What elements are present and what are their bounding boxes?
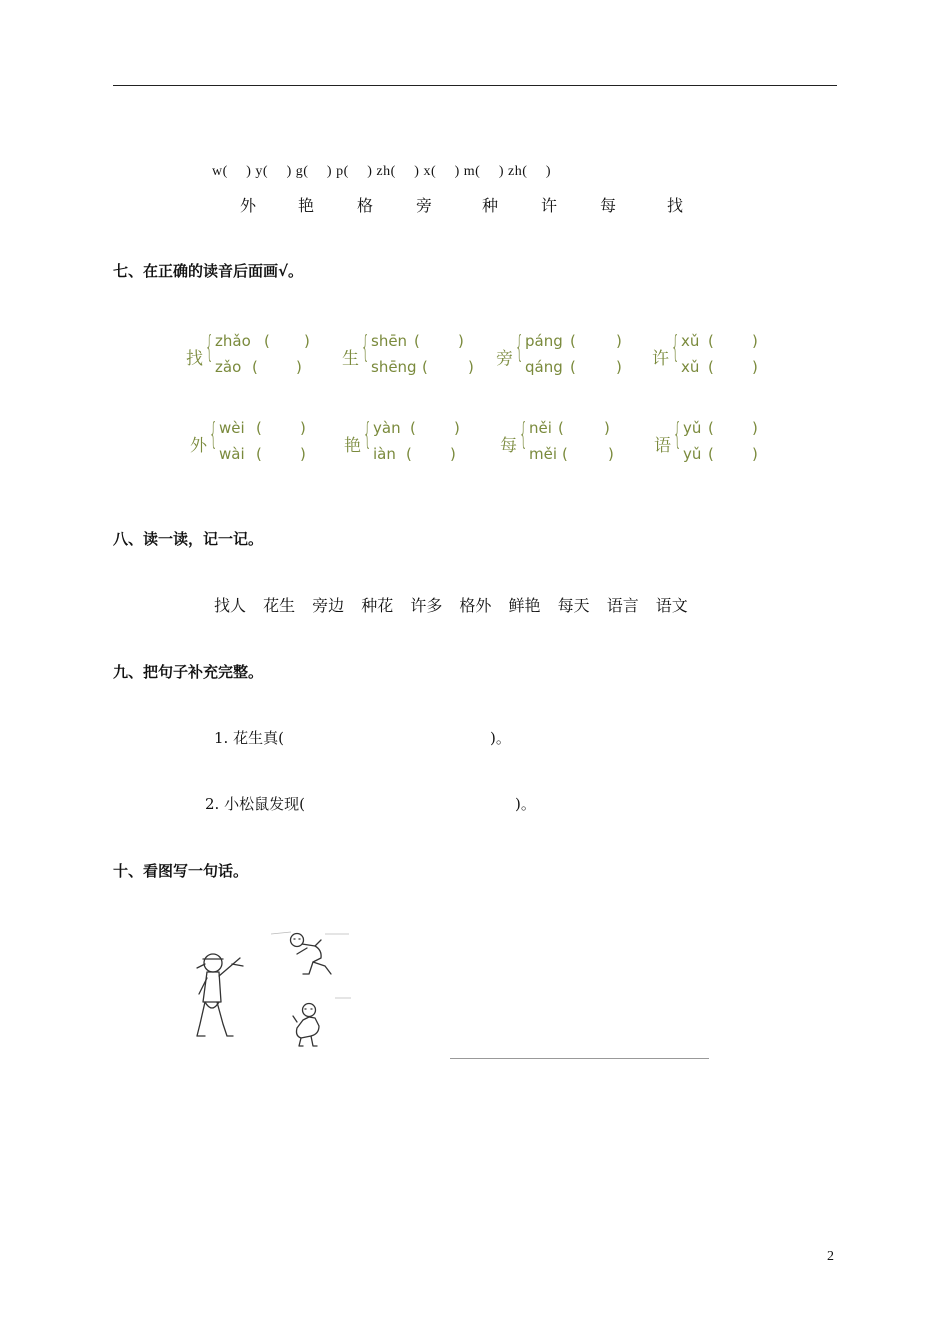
section10-heading: 十、看图写一句话。 [113,862,249,880]
char-7: 每 [600,196,617,215]
section9-heading: 九、把句子补充完整。 [113,663,264,681]
sentence-1-end: )。 [490,729,511,747]
pg-opt1: zhǎo [215,332,251,350]
brace-icon: { [515,330,524,365]
pg-opt2: zǎo [215,358,242,376]
illustration-children-playing [185,928,365,1053]
section7-heading: 七、在正确的读音后面画√。 [113,262,304,280]
section8-heading: 八、读一读，记一记。 [113,530,264,548]
char-4: 旁 [416,196,433,215]
pg-char: 找 [186,349,203,369]
answer-line [450,1058,709,1059]
brace-icon: { [673,417,682,452]
sentence-1-start: 1. 花生真( [214,729,284,747]
brace-icon: { [519,417,528,452]
sentence-2-start: 2. 小松鼠发现( [205,795,305,813]
brace-icon: { [363,417,372,452]
brace-icon: { [209,417,218,452]
brace-icon: { [361,330,370,365]
char-2: 艳 [298,196,315,215]
brace-icon: { [205,330,214,365]
char-1: 外 [240,196,257,215]
page-number: 2 [827,1249,834,1264]
char-8: 找 [667,196,684,215]
char-5: 种 [482,196,499,215]
sentence-2-end: )。 [515,795,536,813]
char-6: 许 [541,196,558,215]
initials-row: w( ) y( ) g( ) p( ) zh( ) x( ) m( ) zh( ) [212,164,552,179]
header-rule [113,85,837,86]
brace-icon: { [671,330,680,365]
char-3: 格 [357,196,374,215]
word-list: 找人 花生 旁边 种花 许多 格外 鲜艳 每天 语言 语文 [214,596,688,615]
